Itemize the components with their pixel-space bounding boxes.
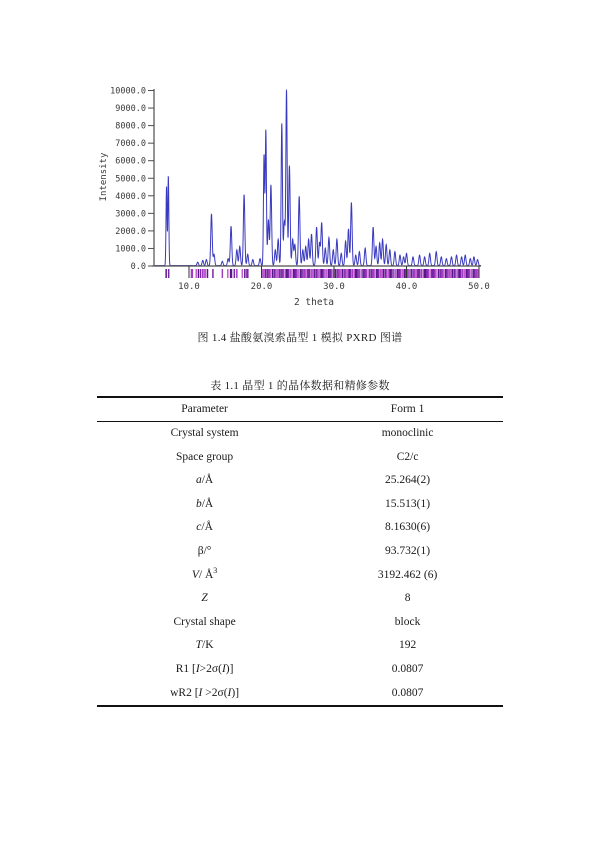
y-axis-title: Intensity xyxy=(99,152,109,202)
table-row xyxy=(97,422,503,446)
pxrd-plot-svg xyxy=(82,72,522,314)
parameter-cell: V/ $Å^3$ xyxy=(191,565,218,581)
table-header-row xyxy=(97,398,503,422)
table-row xyxy=(97,682,503,706)
table-row xyxy=(97,564,503,588)
y-tick-label: 5000.0 xyxy=(115,174,146,185)
value-cell: 3192.462 (6) xyxy=(377,568,438,581)
table-row xyxy=(97,634,503,658)
x-tick-label: 10.0 xyxy=(178,282,200,292)
value-cell: 25.264(2) xyxy=(385,474,431,487)
value-cell: 15.513(1) xyxy=(385,497,431,510)
y-tick-label: 9000.0 xyxy=(115,104,146,115)
y-tick-label: 10000.0 xyxy=(110,86,146,97)
diffraction-curve xyxy=(155,91,481,266)
value-cell: monoclinic xyxy=(381,427,434,439)
parameter-cell: T/K xyxy=(195,639,214,652)
x-tick-label: 50.0 xyxy=(468,282,490,292)
table-row xyxy=(97,540,503,564)
value-cell: 8.1630(6) xyxy=(385,521,431,534)
parameter-cell: wR2 [I >2σ(I)] xyxy=(170,686,240,699)
value-cell: block xyxy=(394,615,421,628)
y-tick-label: 1000.0 xyxy=(115,244,146,255)
value-cell: 8 xyxy=(404,592,411,605)
parameter-cell: c/Å xyxy=(196,521,213,534)
x-tick-label: 20.0 xyxy=(250,282,273,292)
parameter-cell: R1 [I>2σ(I)] xyxy=(175,662,234,675)
table-row xyxy=(97,446,503,470)
y-tick-label: 6000.0 xyxy=(115,156,146,167)
table-row xyxy=(97,493,503,517)
x-tick-label: 40.0 xyxy=(395,282,418,292)
pxrd-chart xyxy=(82,72,522,314)
parameter-cell: b/Å xyxy=(195,497,214,510)
table-title: 表 1.1 晶型 1 的晶体数据和精修参数 xyxy=(210,380,390,392)
figure-caption: 图 1.4 盐酸氨溴索晶型 1 模拟 PXRD 图谱 xyxy=(197,332,403,344)
parameter-cell: Space group xyxy=(176,450,234,463)
value-cell: 93.732(1) xyxy=(385,544,431,557)
x-tick-label: 30.0 xyxy=(323,282,345,292)
table-header-form1: Form 1 xyxy=(390,403,425,415)
table-body xyxy=(97,422,503,705)
parameter-cell: a/Å xyxy=(195,474,214,487)
crystal-data-table xyxy=(97,396,503,707)
value-cell: C2/c xyxy=(396,450,419,463)
table-row xyxy=(97,658,503,682)
table-row xyxy=(97,611,503,635)
value-cell: 0.0807 xyxy=(391,662,424,675)
table-header-parameter: Parameter xyxy=(181,403,228,415)
table-row xyxy=(97,587,503,611)
value-cell: 0.0807 xyxy=(391,686,424,699)
table-row xyxy=(97,469,503,493)
table-row xyxy=(97,516,503,540)
y-tick-label: 3000.0 xyxy=(115,209,146,220)
parameter-cell: Crystal shape xyxy=(173,615,236,628)
y-tick-label: 2000.0 xyxy=(115,226,146,237)
y-tick-label: 8000.0 xyxy=(115,121,146,132)
y-tick-label: 7000.0 xyxy=(115,139,146,150)
parameter-cell: Z xyxy=(201,592,208,605)
parameter-cell: β/° xyxy=(197,544,212,557)
value-cell: 192 xyxy=(398,639,417,652)
x-axis-title: 2 theta xyxy=(293,297,335,308)
y-tick-label: 4000.0 xyxy=(115,191,146,202)
y-tick-label: 0.0 xyxy=(130,262,146,272)
parameter-cell: Crystal system xyxy=(170,427,239,439)
